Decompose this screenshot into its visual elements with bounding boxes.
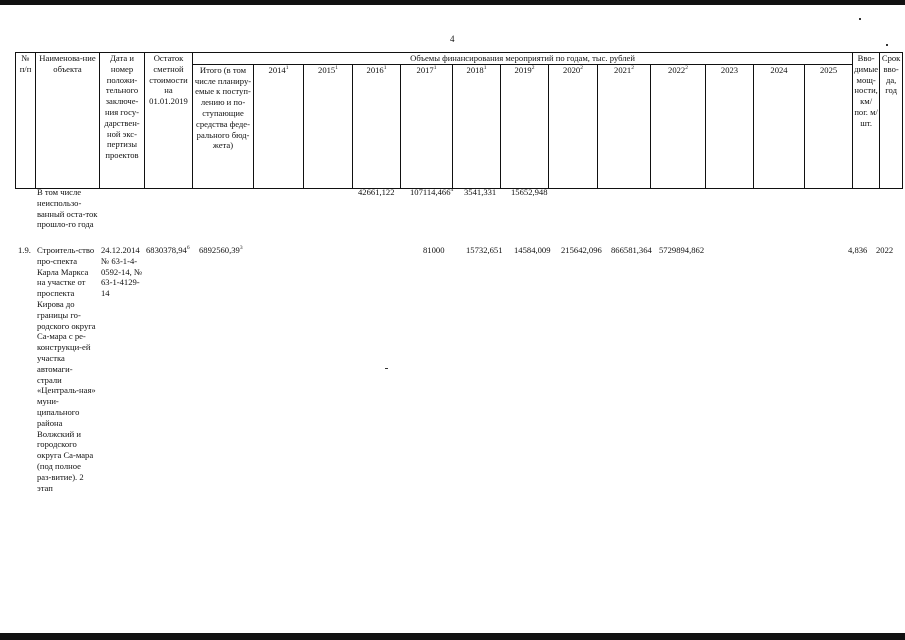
col-year-header: 2024: [754, 64, 805, 188]
col-year-header: 2017$^1$: [401, 64, 453, 188]
col-year-header: 2023: [706, 64, 754, 188]
col-remainder-header: Остаток сметной стоимости на 01.01.2019: [145, 53, 193, 189]
unused-row-2018: 3541,331: [464, 187, 497, 197]
col-year-header: 2020$^2$: [549, 64, 598, 188]
item19-date: 24.12.2014 № 63-1-4-0592-14, № 63-1-4129-14: [101, 245, 143, 299]
item19-2018: 15732,651: [466, 245, 503, 255]
unused-row-2017: 107114,466$^4$: [410, 187, 454, 197]
col-term-header: Срок вво-да, год: [880, 53, 903, 189]
item19-total: 6892560,39$^3$: [199, 245, 243, 255]
scan-speck: [859, 18, 861, 20]
unused-row-2016: 42661,122: [358, 187, 395, 197]
item19-2019: 14584,009: [514, 245, 551, 255]
financing-table-header: [15, 52, 903, 189]
page-number: 4: [450, 34, 455, 44]
unused-row-name: В том числе неиспользо-ванный оста-ток прошло-го года: [37, 187, 98, 230]
item19-2022: 5729894,862: [659, 245, 705, 255]
col-date-header: Дата и номер положи-тельного заключе-ния госу-дарствен-ной экс-пертизы проектов: [100, 53, 145, 189]
col-year-header: 2015$^1$: [304, 64, 353, 188]
item19-2021: 866581,364: [611, 245, 652, 255]
unused-row-2019: 15652,948: [511, 187, 548, 197]
item19-name: Строитель-ство про-спекта Карла Маркса на участке от проспекта Кирова до границы го-родского округа Са-мара с ре-конструкци-ей участка автомаги-страли «Централь-ная» муни-ципального района Волжский и городского округа Са-мара (под полное раз-витие). 2 этап: [37, 245, 96, 493]
table-body: [15, 187, 898, 547]
col-name-header: Наименова-ние объекта: [36, 53, 100, 189]
item19-remainder: 6830378,94$^6$: [146, 245, 190, 255]
item19-num: 1.9.: [18, 245, 31, 255]
top-border-bar: [0, 0, 905, 5]
col-year-header: 2014$^1$: [254, 64, 304, 188]
col-volumes-header: Объемы финансирования мероприятий по годам, тыс. рублей: [193, 53, 853, 65]
scan-speck: [886, 44, 888, 46]
col-year-header: 2016$^1$: [353, 64, 401, 188]
col-year-header: 2019$^2$: [501, 64, 549, 188]
col-year-header: 2025: [805, 64, 853, 188]
col-num-header: № п/п: [16, 53, 36, 189]
item19-2020: 215642,096: [561, 245, 602, 255]
col-year-header: 2018$^1$: [453, 64, 501, 188]
col-total-header: Итого (в том числе планиру-емые к поступ-лению и по-ступающие средства феде-рального бюд-жета): [193, 64, 254, 188]
col-year-header: 2022$^2$: [651, 64, 706, 188]
item19-term: 2022: [876, 245, 894, 255]
item19-capacity: 4,836: [848, 245, 868, 255]
bottom-border-bar: [0, 633, 905, 640]
col-year-header: 2021$^2$: [598, 64, 651, 188]
col-capacity-header: Вво-димые мощ-ности, км/ пог. м/шт.: [853, 53, 880, 189]
item19-2017: 81000: [423, 245, 445, 255]
